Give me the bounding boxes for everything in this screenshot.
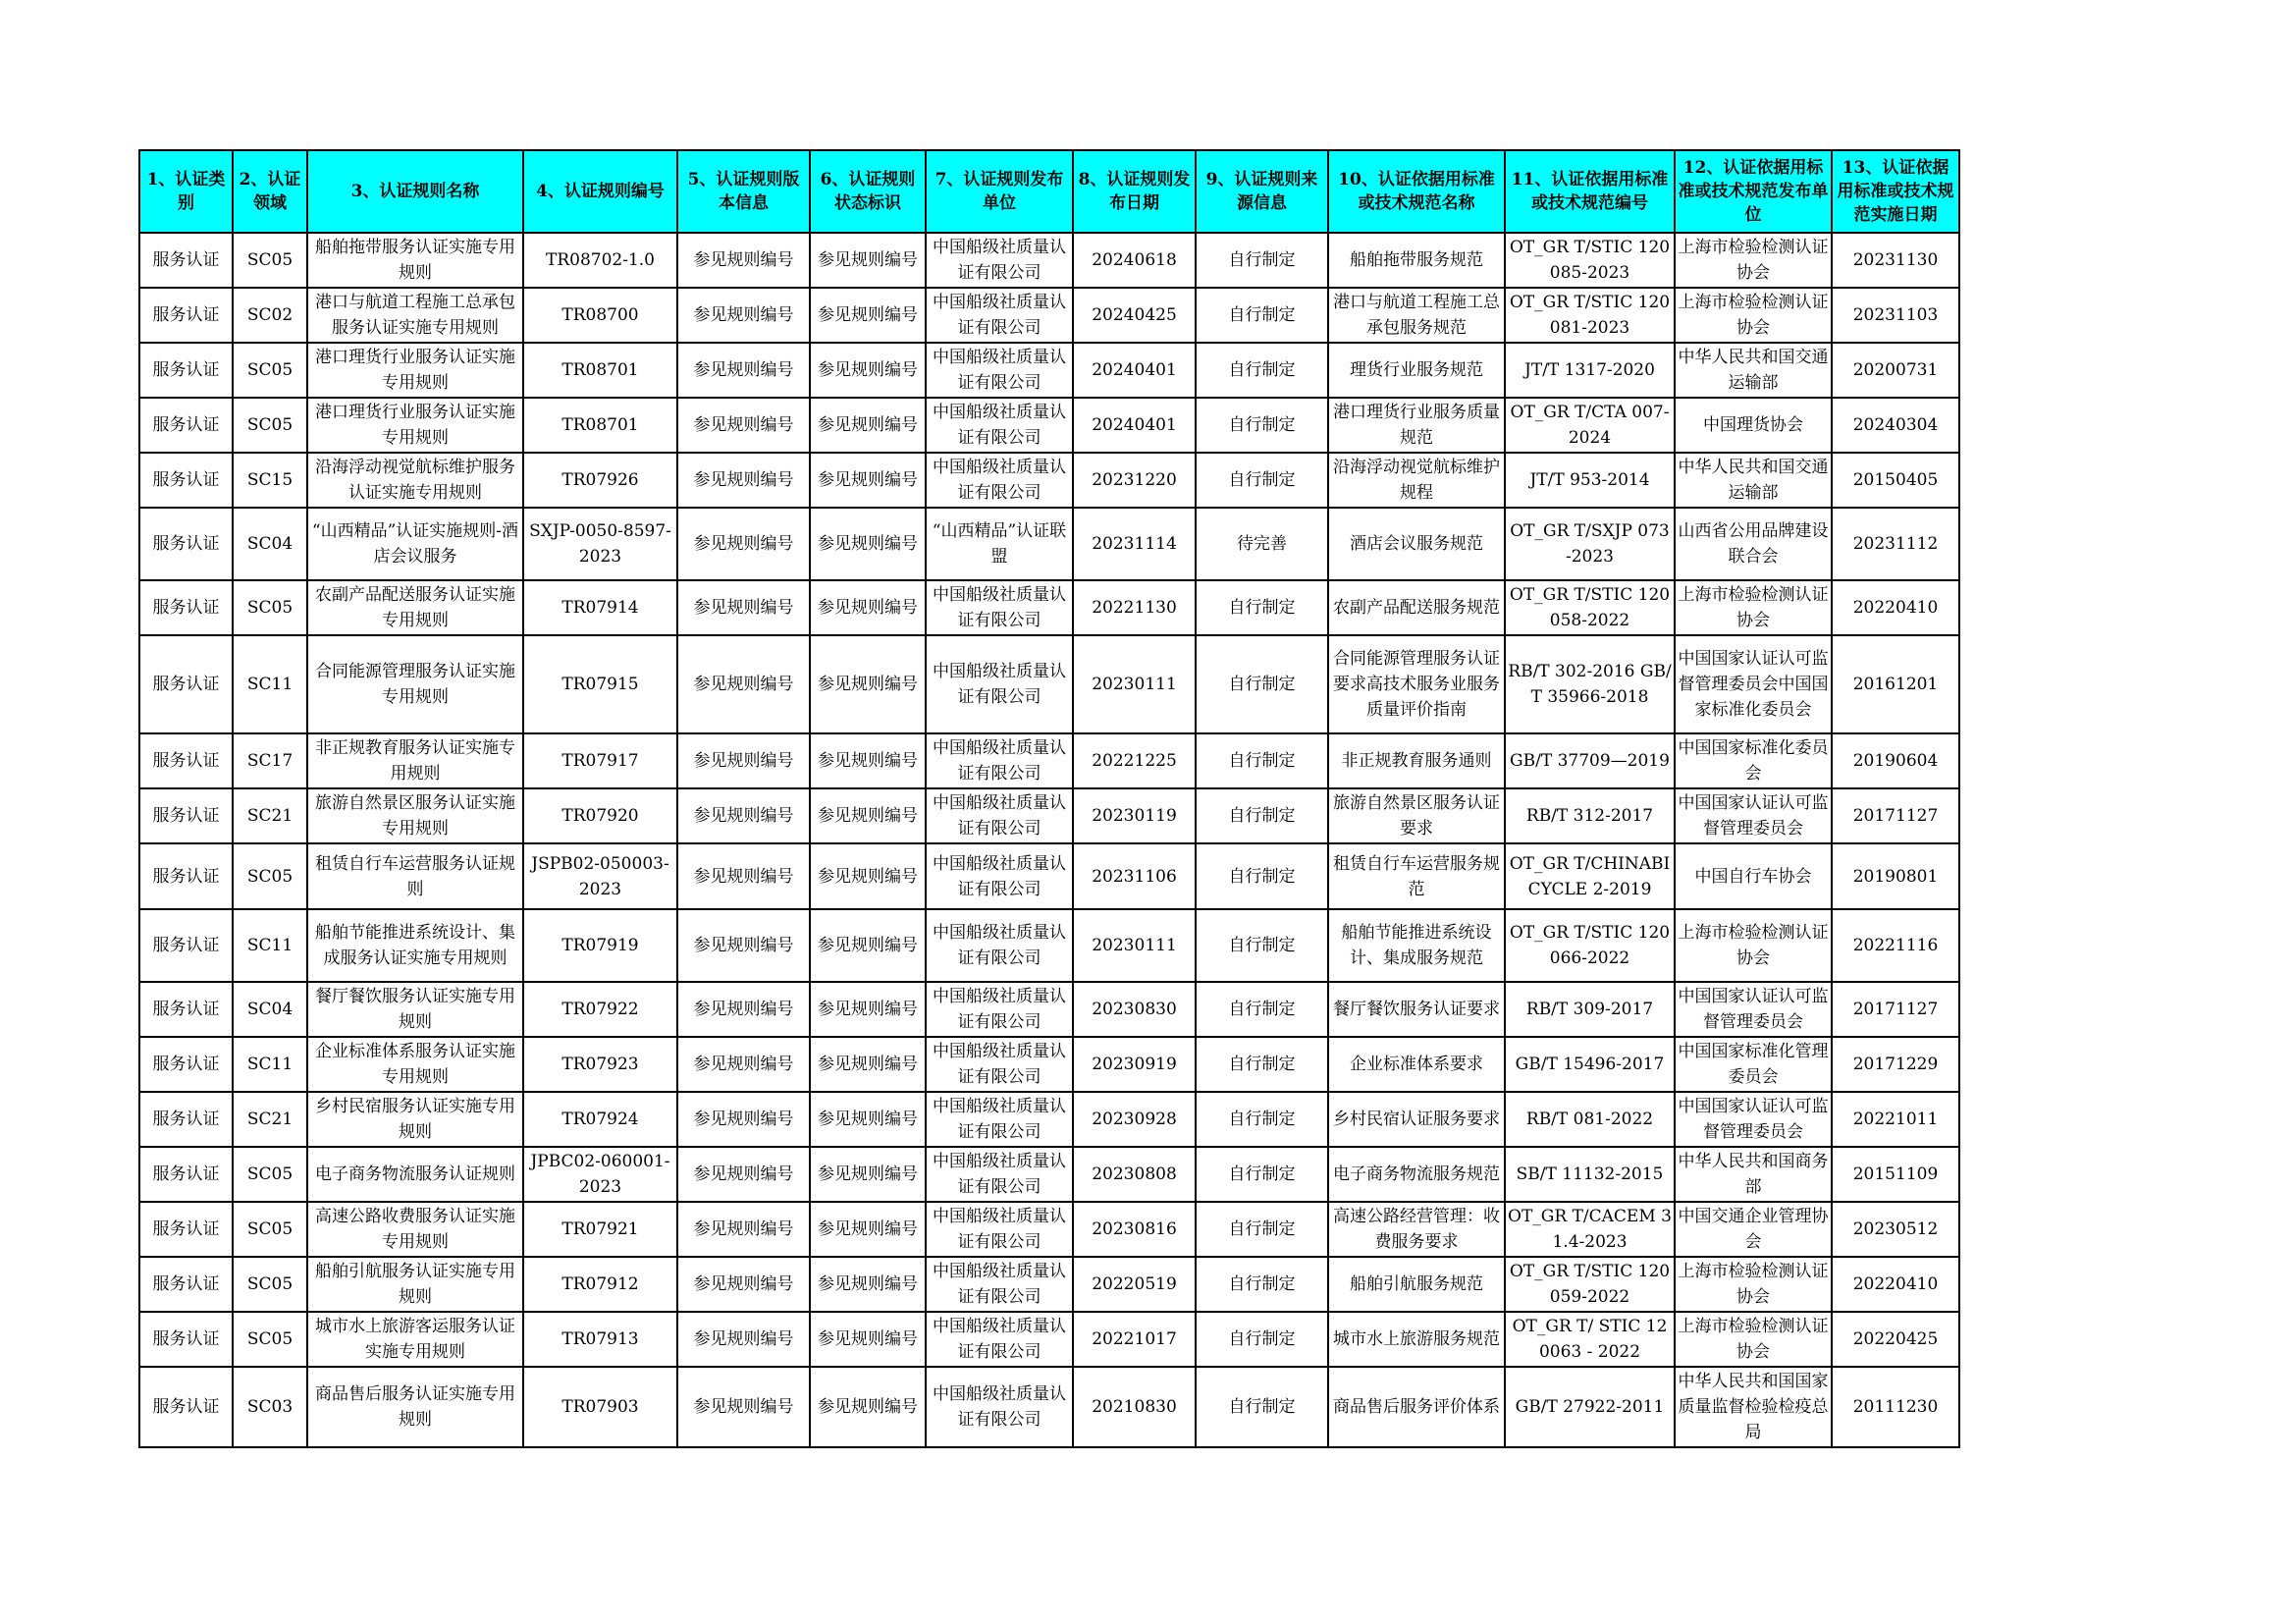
table-cell: 20200731 xyxy=(1832,343,1959,398)
table-cell: TR08701 xyxy=(523,398,677,453)
table-cell: OT_GR T/STIC 120066-2022 xyxy=(1505,909,1675,982)
table-cell: 港口与航道工程施工总承包服务规范 xyxy=(1328,288,1505,343)
table-cell: 中国理货协会 xyxy=(1675,398,1832,453)
table-cell: 20230928 xyxy=(1073,1092,1196,1147)
table-cell: 服务认证 xyxy=(139,398,233,453)
table-cell: OT_GR T/CACEM 31.4-2023 xyxy=(1505,1202,1675,1257)
table-cell: OT_GR T/CTA 007-2024 xyxy=(1505,398,1675,453)
table-cell: 中国国家认证认可监督管理委员会 xyxy=(1675,788,1832,843)
column-header: 7、认证规则发布单位 xyxy=(926,150,1073,233)
table-cell: 中国船级社质量认证有限公司 xyxy=(926,733,1073,788)
table-cell: SC05 xyxy=(233,343,307,398)
table-cell: 旅游自然景区服务认证实施专用规则 xyxy=(307,788,523,843)
table-cell: 20221116 xyxy=(1832,909,1959,982)
table-body xyxy=(139,233,1959,1447)
table-cell: JSPB02-050003-2023 xyxy=(523,843,677,909)
table-cell: 自行制定 xyxy=(1196,635,1328,733)
table-cell: 中国船级社质量认证有限公司 xyxy=(926,982,1073,1037)
table-cell: 服务认证 xyxy=(139,1092,233,1147)
table-cell: 商品售后服务评价体系 xyxy=(1328,1367,1505,1447)
table-cell: 自行制定 xyxy=(1196,580,1328,635)
table-cell: 船舶节能推进系统设计、集成服务认证实施专用规则 xyxy=(307,909,523,982)
table-cell: SC04 xyxy=(233,508,307,580)
table-cell: 服务认证 xyxy=(139,788,233,843)
table-cell: 参见规则编号 xyxy=(810,843,926,909)
table-cell: 中国船级社质量认证有限公司 xyxy=(926,233,1073,288)
table-cell: 服务认证 xyxy=(139,233,233,288)
table-cell: SC05 xyxy=(233,398,307,453)
table-cell: 参见规则编号 xyxy=(677,1147,810,1202)
table-cell: 参见规则编号 xyxy=(677,288,810,343)
certification-rules-table xyxy=(138,149,1960,1448)
table-cell: 港口与航道工程施工总承包服务认证实施专用规则 xyxy=(307,288,523,343)
table-cell: 参见规则编号 xyxy=(677,635,810,733)
table-cell: 20171127 xyxy=(1832,982,1959,1037)
table-cell: 船舶引航服务规范 xyxy=(1328,1257,1505,1312)
table-cell: 中华人民共和国商务部 xyxy=(1675,1147,1832,1202)
table-cell: 中国国家标准化委员会 xyxy=(1675,733,1832,788)
table-cell: 自行制定 xyxy=(1196,1147,1328,1202)
table-cell: 中华人民共和国交通运输部 xyxy=(1675,453,1832,508)
table-cell: 自行制定 xyxy=(1196,233,1328,288)
table-row xyxy=(139,580,1959,635)
table-cell: 高速公路经营管理：收费服务要求 xyxy=(1328,1202,1505,1257)
table-cell: TR08700 xyxy=(523,288,677,343)
table-cell: 高速公路收费服务认证实施专用规则 xyxy=(307,1202,523,1257)
table-cell: “山西精品”认证联盟 xyxy=(926,508,1073,580)
table-cell: 参见规则编号 xyxy=(810,1257,926,1312)
table-cell: 服务认证 xyxy=(139,288,233,343)
table-cell: 参见规则编号 xyxy=(810,453,926,508)
table-cell: 参见规则编号 xyxy=(810,733,926,788)
table-cell: 20230919 xyxy=(1073,1037,1196,1092)
table-cell: 旅游自然景区服务认证要求 xyxy=(1328,788,1505,843)
table-row xyxy=(139,1312,1959,1367)
table-cell: SC11 xyxy=(233,1037,307,1092)
table-cell: 中华人民共和国交通运输部 xyxy=(1675,343,1832,398)
table-cell: 自行制定 xyxy=(1196,843,1328,909)
column-header: 10、认证依据用标准或技术规范名称 xyxy=(1328,150,1505,233)
table-cell: 乡村民宿认证服务要求 xyxy=(1328,1092,1505,1147)
table-cell: OT_GR T/CHINABICYCLE 2-2019 xyxy=(1505,843,1675,909)
table-cell: 服务认证 xyxy=(139,1312,233,1367)
table-cell: 20220519 xyxy=(1073,1257,1196,1312)
table-cell: TR07913 xyxy=(523,1312,677,1367)
table-cell: 自行制定 xyxy=(1196,1037,1328,1092)
table-cell: 中国自行车协会 xyxy=(1675,843,1832,909)
table-cell: 参见规则编号 xyxy=(810,788,926,843)
table-cell: SC05 xyxy=(233,843,307,909)
table-cell: RB/T 312-2017 xyxy=(1505,788,1675,843)
table-cell: TR07917 xyxy=(523,733,677,788)
table-row xyxy=(139,1092,1959,1147)
table-cell: 20221130 xyxy=(1073,580,1196,635)
table-cell: 沿海浮动视觉航标维护规程 xyxy=(1328,453,1505,508)
table-cell: 企业标准体系要求 xyxy=(1328,1037,1505,1092)
table-cell: SC15 xyxy=(233,453,307,508)
table-cell: TR08702-1.0 xyxy=(523,233,677,288)
table-cell: SC05 xyxy=(233,1147,307,1202)
table-cell: TR07920 xyxy=(523,788,677,843)
table-cell: 参见规则编号 xyxy=(677,233,810,288)
table-cell: 酒店会议服务规范 xyxy=(1328,508,1505,580)
table-cell: 20240304 xyxy=(1832,398,1959,453)
table-cell: 中国船级社质量认证有限公司 xyxy=(926,343,1073,398)
table-cell: 上海市检验检测认证协会 xyxy=(1675,1257,1832,1312)
table-cell: 中国船级社质量认证有限公司 xyxy=(926,1092,1073,1147)
table-cell: 参见规则编号 xyxy=(810,1312,926,1367)
table-cell: 参见规则编号 xyxy=(677,580,810,635)
table-row xyxy=(139,733,1959,788)
table-cell: 参见规则编号 xyxy=(677,1092,810,1147)
table-cell: 20231112 xyxy=(1832,508,1959,580)
table-cell: 自行制定 xyxy=(1196,982,1328,1037)
column-header: 6、认证规则状态标识 xyxy=(810,150,926,233)
table-cell: 20240425 xyxy=(1073,288,1196,343)
table-cell: 参见规则编号 xyxy=(810,343,926,398)
table-cell: 20171229 xyxy=(1832,1037,1959,1092)
table-cell: TR07919 xyxy=(523,909,677,982)
table-cell: 参见规则编号 xyxy=(677,982,810,1037)
table-cell: 20230111 xyxy=(1073,909,1196,982)
table-cell: OT_GR T/STIC 120081-2023 xyxy=(1505,288,1675,343)
header-row xyxy=(139,150,1959,233)
column-header: 13、认证依据用标准或技术规范实施日期 xyxy=(1832,150,1959,233)
table-cell: 参见规则编号 xyxy=(810,288,926,343)
table-cell: 自行制定 xyxy=(1196,453,1328,508)
table-cell: 服务认证 xyxy=(139,453,233,508)
table-cell: 中国交通企业管理协会 xyxy=(1675,1202,1832,1257)
table-cell: 服务认证 xyxy=(139,1037,233,1092)
table-cell: OT_GR T/STIC 120085-2023 xyxy=(1505,233,1675,288)
table-cell: “山西精品”认证实施规则-酒店会议服务 xyxy=(307,508,523,580)
table-cell: 农副产品配送服务认证实施专用规则 xyxy=(307,580,523,635)
column-header: 3、认证规则名称 xyxy=(307,150,523,233)
table-cell: 参见规则编号 xyxy=(810,1147,926,1202)
table-cell: 参见规则编号 xyxy=(810,508,926,580)
table-cell: GB/T 15496-2017 xyxy=(1505,1037,1675,1092)
table-row xyxy=(139,508,1959,580)
table-cell: 20111230 xyxy=(1832,1367,1959,1447)
table-row xyxy=(139,843,1959,909)
table-cell: 服务认证 xyxy=(139,343,233,398)
table-cell: 参见规则编号 xyxy=(677,508,810,580)
table-cell: 中国国家标准化管理委员会 xyxy=(1675,1037,1832,1092)
table-cell: 服务认证 xyxy=(139,909,233,982)
column-header: 2、认证领域 xyxy=(233,150,307,233)
table-cell: 20240618 xyxy=(1073,233,1196,288)
table-row xyxy=(139,788,1959,843)
table-cell: OT_GR T/STIC 120059-2022 xyxy=(1505,1257,1675,1312)
table-cell: 租赁自行车运营服务认证规则 xyxy=(307,843,523,909)
table-cell: SC21 xyxy=(233,788,307,843)
table-row xyxy=(139,1367,1959,1447)
table-cell: SC11 xyxy=(233,635,307,733)
table-cell: 餐厅餐饮服务认证实施专用规则 xyxy=(307,982,523,1037)
table-cell: SC11 xyxy=(233,909,307,982)
table-cell: 参见规则编号 xyxy=(810,1092,926,1147)
table-cell: 参见规则编号 xyxy=(677,843,810,909)
table-cell: 港口理货行业服务认证实施专用规则 xyxy=(307,398,523,453)
table-cell: 港口理货行业服务质量规范 xyxy=(1328,398,1505,453)
table-cell: 船舶拖带服务认证实施专用规则 xyxy=(307,233,523,288)
table-cell: JT/T 953-2014 xyxy=(1505,453,1675,508)
table-cell: 20161201 xyxy=(1832,635,1959,733)
table-cell: 参见规则编号 xyxy=(810,580,926,635)
table-cell: 20171127 xyxy=(1832,788,1959,843)
table-cell: GB/T 27922-2011 xyxy=(1505,1367,1675,1447)
table-cell: 合同能源管理服务认证实施专用规则 xyxy=(307,635,523,733)
table-cell: 服务认证 xyxy=(139,1367,233,1447)
table-cell: 20190604 xyxy=(1832,733,1959,788)
table-cell: OT_GR T/ STIC 120063 - 2022 xyxy=(1505,1312,1675,1367)
table-cell: 20220410 xyxy=(1832,1257,1959,1312)
table-row xyxy=(139,398,1959,453)
table-row xyxy=(139,635,1959,733)
table-cell: 20230808 xyxy=(1073,1147,1196,1202)
table-cell: 非正规教育服务认证实施专用规则 xyxy=(307,733,523,788)
table-cell: 自行制定 xyxy=(1196,343,1328,398)
table-cell: OT_GR T/STIC 120058-2022 xyxy=(1505,580,1675,635)
table-cell: 自行制定 xyxy=(1196,1202,1328,1257)
table-cell: 自行制定 xyxy=(1196,1367,1328,1447)
table-cell: 中国船级社质量认证有限公司 xyxy=(926,909,1073,982)
table-cell: SXJP-0050-8597-2023 xyxy=(523,508,677,580)
table-cell: 租赁自行车运营服务规范 xyxy=(1328,843,1505,909)
table-cell: 参见规则编号 xyxy=(677,909,810,982)
table-cell: 20231220 xyxy=(1073,453,1196,508)
table-cell: 参见规则编号 xyxy=(810,982,926,1037)
table-cell: 参见规则编号 xyxy=(677,1257,810,1312)
table-cell: 沿海浮动视觉航标维护服务认证实施专用规则 xyxy=(307,453,523,508)
table-row xyxy=(139,1147,1959,1202)
table-cell: 电子商务物流服务认证规则 xyxy=(307,1147,523,1202)
column-header: 8、认证规则发布日期 xyxy=(1073,150,1196,233)
table-cell: 20230816 xyxy=(1073,1202,1196,1257)
table-cell: SC02 xyxy=(233,288,307,343)
table-cell: 餐厅餐饮服务认证要求 xyxy=(1328,982,1505,1037)
table-cell: 服务认证 xyxy=(139,635,233,733)
table-cell: 上海市检验检测认证协会 xyxy=(1675,580,1832,635)
table-row xyxy=(139,453,1959,508)
table-cell: 上海市检验检测认证协会 xyxy=(1675,1312,1832,1367)
table-cell: 20220410 xyxy=(1832,580,1959,635)
table-cell: 自行制定 xyxy=(1196,1092,1328,1147)
table-cell: RB/T 309-2017 xyxy=(1505,982,1675,1037)
table-cell: 自行制定 xyxy=(1196,788,1328,843)
table-row xyxy=(139,909,1959,982)
table-cell: 中国船级社质量认证有限公司 xyxy=(926,398,1073,453)
table-cell: 待完善 xyxy=(1196,508,1328,580)
table-cell: 20231106 xyxy=(1073,843,1196,909)
table-cell: 自行制定 xyxy=(1196,288,1328,343)
table-cell: TR07914 xyxy=(523,580,677,635)
table-cell: 中国船级社质量认证有限公司 xyxy=(926,1257,1073,1312)
table-cell: 中国船级社质量认证有限公司 xyxy=(926,453,1073,508)
table-row xyxy=(139,1202,1959,1257)
table-cell: SC03 xyxy=(233,1367,307,1447)
table-cell: TR07903 xyxy=(523,1367,677,1447)
table-cell: 参见规则编号 xyxy=(810,909,926,982)
table-cell: 商品售后服务认证实施专用规则 xyxy=(307,1367,523,1447)
table-row xyxy=(139,343,1959,398)
table-cell: 参见规则编号 xyxy=(810,233,926,288)
column-header: 12、认证依据用标准或技术规范发布单位 xyxy=(1675,150,1832,233)
table-cell: 参见规则编号 xyxy=(810,635,926,733)
table-cell: 中国船级社质量认证有限公司 xyxy=(926,1312,1073,1367)
column-header: 9、认证规则来源信息 xyxy=(1196,150,1328,233)
table-cell: 中国船级社质量认证有限公司 xyxy=(926,580,1073,635)
table-cell: 中国船级社质量认证有限公司 xyxy=(926,288,1073,343)
table-cell: TR08701 xyxy=(523,343,677,398)
table-cell: 中华人民共和国国家质量监督检验检疫总局 xyxy=(1675,1367,1832,1447)
table-row xyxy=(139,1037,1959,1092)
table-cell: 20240401 xyxy=(1073,398,1196,453)
table-cell: 20190801 xyxy=(1832,843,1959,909)
table-cell: 参见规则编号 xyxy=(677,1202,810,1257)
table-cell: 参见规则编号 xyxy=(677,1367,810,1447)
table-cell: 电子商务物流服务规范 xyxy=(1328,1147,1505,1202)
table-cell: 山西省公用品牌建设联合会 xyxy=(1675,508,1832,580)
table-cell: TR07923 xyxy=(523,1037,677,1092)
table-cell: SC05 xyxy=(233,580,307,635)
table-cell: 服务认证 xyxy=(139,733,233,788)
table-cell: 20151109 xyxy=(1832,1147,1959,1202)
table-row xyxy=(139,982,1959,1037)
table-cell: 中国国家认证认可监督管理委员会 xyxy=(1675,982,1832,1037)
table-cell: 参见规则编号 xyxy=(677,788,810,843)
table-cell: 城市水上旅游服务规范 xyxy=(1328,1312,1505,1367)
table-cell: 船舶拖带服务规范 xyxy=(1328,233,1505,288)
table-cell: 自行制定 xyxy=(1196,398,1328,453)
table-cell: SB/T 11132-2015 xyxy=(1505,1147,1675,1202)
table-cell: 20221011 xyxy=(1832,1092,1959,1147)
table-cell: TR07912 xyxy=(523,1257,677,1312)
table-cell: 参见规则编号 xyxy=(810,1037,926,1092)
table-cell: 中国国家认证认可监督管理委员会中国国家标准化委员会 xyxy=(1675,635,1832,733)
table-cell: 中国船级社质量认证有限公司 xyxy=(926,788,1073,843)
table-cell: 城市水上旅游客运服务认证实施专用规则 xyxy=(307,1312,523,1367)
table-cell: TR07924 xyxy=(523,1092,677,1147)
table-cell: 20230111 xyxy=(1073,635,1196,733)
table-cell: 服务认证 xyxy=(139,982,233,1037)
table-cell: 企业标准体系服务认证实施专用规则 xyxy=(307,1037,523,1092)
table-cell: SC17 xyxy=(233,733,307,788)
table-cell: 中国船级社质量认证有限公司 xyxy=(926,843,1073,909)
table-cell: 农副产品配送服务规范 xyxy=(1328,580,1505,635)
table-cell: 理货行业服务规范 xyxy=(1328,343,1505,398)
table-cell: TR07915 xyxy=(523,635,677,733)
table-cell: 自行制定 xyxy=(1196,1312,1328,1367)
table-cell: 20231114 xyxy=(1073,508,1196,580)
table-cell: SC05 xyxy=(233,1202,307,1257)
column-header: 4、认证规则编号 xyxy=(523,150,677,233)
table-cell: 船舶引航服务认证实施专用规则 xyxy=(307,1257,523,1312)
table-cell: RB/T 081-2022 xyxy=(1505,1092,1675,1147)
table-cell: 20230512 xyxy=(1832,1202,1959,1257)
table-cell: 服务认证 xyxy=(139,843,233,909)
table-cell: TR07922 xyxy=(523,982,677,1037)
table-cell: 20150405 xyxy=(1832,453,1959,508)
table-cell: 参见规则编号 xyxy=(810,1367,926,1447)
table-cell: 参见规则编号 xyxy=(810,398,926,453)
table-cell: 服务认证 xyxy=(139,1147,233,1202)
table-cell: SC05 xyxy=(233,1312,307,1367)
table-cell: 中国船级社质量认证有限公司 xyxy=(926,1037,1073,1092)
table-cell: 20220425 xyxy=(1832,1312,1959,1367)
table-cell: 自行制定 xyxy=(1196,733,1328,788)
table-cell: 船舶节能推进系统设计、集成服务规范 xyxy=(1328,909,1505,982)
table-cell: 自行制定 xyxy=(1196,909,1328,982)
table-row xyxy=(139,233,1959,288)
table-cell: 参见规则编号 xyxy=(677,1037,810,1092)
table-cell: 上海市检验检测认证协会 xyxy=(1675,288,1832,343)
table-row xyxy=(139,1257,1959,1312)
table-cell: SC05 xyxy=(233,1257,307,1312)
table-cell: 20231103 xyxy=(1832,288,1959,343)
table-cell: 20221017 xyxy=(1073,1312,1196,1367)
table-cell: 非正规教育服务通则 xyxy=(1328,733,1505,788)
table-cell: 港口理货行业服务认证实施专用规则 xyxy=(307,343,523,398)
table-cell: 20230830 xyxy=(1073,982,1196,1037)
table-cell: 20221225 xyxy=(1073,733,1196,788)
table-cell: SC21 xyxy=(233,1092,307,1147)
table-cell: 中国国家认证认可监督管理委员会 xyxy=(1675,1092,1832,1147)
table-cell: 中国船级社质量认证有限公司 xyxy=(926,1367,1073,1447)
column-header: 5、认证规则版本信息 xyxy=(677,150,810,233)
table-cell: 服务认证 xyxy=(139,508,233,580)
table-cell: 自行制定 xyxy=(1196,1257,1328,1312)
table-header xyxy=(139,150,1959,233)
table-cell: 合同能源管理服务认证要求高技术服务业服务质量评价指南 xyxy=(1328,635,1505,733)
table-cell: 服务认证 xyxy=(139,580,233,635)
table-row xyxy=(139,288,1959,343)
table-cell: 参见规则编号 xyxy=(677,733,810,788)
table-cell: 服务认证 xyxy=(139,1257,233,1312)
column-header: 11、认证依据用标准或技术规范编号 xyxy=(1505,150,1675,233)
table-cell: 参见规则编号 xyxy=(677,343,810,398)
table-cell: 上海市检验检测认证协会 xyxy=(1675,909,1832,982)
table-cell: SC05 xyxy=(233,233,307,288)
table-cell: TR07921 xyxy=(523,1202,677,1257)
table-cell: 20210830 xyxy=(1073,1367,1196,1447)
table-cell: 参见规则编号 xyxy=(810,1202,926,1257)
table-cell: 服务认证 xyxy=(139,1202,233,1257)
table-cell: TR07926 xyxy=(523,453,677,508)
table-cell: 20230119 xyxy=(1073,788,1196,843)
table-cell: 中国船级社质量认证有限公司 xyxy=(926,635,1073,733)
table-cell: 上海市检验检测认证协会 xyxy=(1675,233,1832,288)
table-cell: JPBC02-060001-2023 xyxy=(523,1147,677,1202)
column-header: 1、认证类别 xyxy=(139,150,233,233)
table-cell: 20231130 xyxy=(1832,233,1959,288)
table-cell: 中国船级社质量认证有限公司 xyxy=(926,1202,1073,1257)
table-cell: 20240401 xyxy=(1073,343,1196,398)
table-cell: GB/T 37709—2019 xyxy=(1505,733,1675,788)
table-cell: 参见规则编号 xyxy=(677,398,810,453)
table-cell: RB/T 302-2016 GB/T 35966-2018 xyxy=(1505,635,1675,733)
table-cell: JT/T 1317-2020 xyxy=(1505,343,1675,398)
table-cell: 乡村民宿服务认证实施专用规则 xyxy=(307,1092,523,1147)
table-cell: 参见规则编号 xyxy=(677,1312,810,1367)
table-cell: 参见规则编号 xyxy=(677,453,810,508)
table-cell: OT_GR T/SXJP 073-2023 xyxy=(1505,508,1675,580)
table-cell: 中国船级社质量认证有限公司 xyxy=(926,1147,1073,1202)
table-cell: SC04 xyxy=(233,982,307,1037)
